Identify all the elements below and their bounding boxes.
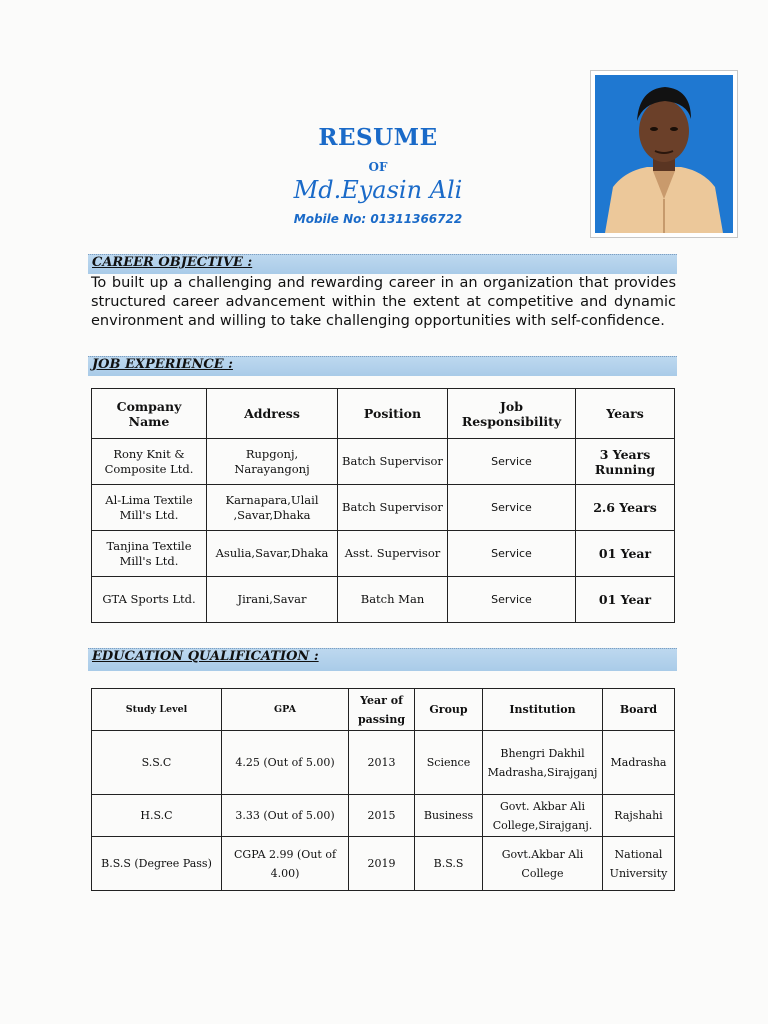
responsibility-cell: Service [448,485,576,531]
group-cell: Science [415,731,483,795]
table-row [92,577,675,623]
table-row [92,485,675,531]
resume-title: RESUME [318,124,438,151]
years-cell: 2.6 Years [576,485,675,531]
institution-cell: Govt. Akbar Ali College,Sirajganj. [483,795,603,837]
table-row [92,795,675,837]
gpa-cell: 4.25 (Out of 5.00) [222,731,349,795]
column-header: Board [603,689,675,731]
responsibility-cell: Service [448,531,576,577]
job-experience-table [91,388,675,623]
column-header: GPA [222,689,349,731]
group-cell: B.S.S [415,837,483,891]
year-cell: 2013 [349,731,415,795]
column-header: Job Responsibility [448,389,576,439]
column-header: Years [576,389,675,439]
resume-of: OF [368,160,388,174]
mobile-number: Mobile No: 01311366722 [293,212,463,226]
column-header: Group [415,689,483,731]
candidate-name: Md.Eyasin Ali [293,176,463,204]
gpa-cell: 3.33 (Out of 5.00) [222,795,349,837]
board-cell: Madrasha [603,731,675,795]
table-row [92,439,675,485]
table-row [92,731,675,795]
column-header: Study Level [92,689,222,731]
study-level-cell: S.S.C [92,731,222,795]
education-table [91,688,675,891]
company-cell: Al-Lima Textile Mill's Ltd. [92,485,207,531]
position-cell: Batch Supervisor [338,485,448,531]
table-header-row [92,389,675,439]
table-header-row [92,689,675,731]
address-cell: Jirani,Savar [207,577,338,623]
gpa-cell: CGPA 2.99 (Out of 4.00) [222,837,349,891]
years-cell: 01 Year [576,577,675,623]
job-experience-header [88,356,677,376]
study-level-cell: B.S.S (Degree Pass) [92,837,222,891]
education-heading: EDUCATION QUALIFICATION : [92,649,319,664]
column-header: Institution [483,689,603,731]
column-header: Position [338,389,448,439]
company-cell: Tanjina Textile Mill's Ltd. [92,531,207,577]
group-cell: Business [415,795,483,837]
address-cell: Karnapara,Ulail ,Savar,Dhaka [207,485,338,531]
company-cell: GTA Sports Ltd. [92,577,207,623]
years-cell: 3 Years Running [576,439,675,485]
address-cell: Rupgonj, Narayangonj [207,439,338,485]
responsibility-cell: Service [448,439,576,485]
career-objective-heading: CAREER OBJECTIVE : [92,255,253,270]
column-header: Year of passing [349,689,415,731]
position-cell: Batch Man [338,577,448,623]
study-level-cell: H.S.C [92,795,222,837]
education-header [88,648,677,671]
portrait-photo-icon [595,75,733,233]
position-cell: Asst. Supervisor [338,531,448,577]
year-cell: 2015 [349,795,415,837]
table-row [92,837,675,891]
institution-cell: Govt.Akbar Ali College [483,837,603,891]
institution-cell: Bhengri Dakhil Madrasha,Sirajganj [483,731,603,795]
portrait-photo [590,70,738,238]
years-cell: 01 Year [576,531,675,577]
job-experience-heading: JOB EXPERIENCE : [92,357,233,372]
year-cell: 2019 [349,837,415,891]
table-row [92,531,675,577]
company-cell: Rony Knit & Composite Ltd. [92,439,207,485]
board-cell: National University [603,837,675,891]
responsibility-cell: Service [448,577,576,623]
board-cell: Rajshahi [603,795,675,837]
position-cell: Batch Supervisor [338,439,448,485]
column-header: Address [207,389,338,439]
career-objective-header [88,254,677,274]
career-objective-text: To built up a challenging and rewarding career in an organization that provides structured career advancement within the extent at competitive and dynamic environment and willing to take challenging opportunities with self-confidence. [91,275,676,329]
column-header: Company Name [92,389,207,439]
address-cell: Asulia,Savar,Dhaka [207,531,338,577]
